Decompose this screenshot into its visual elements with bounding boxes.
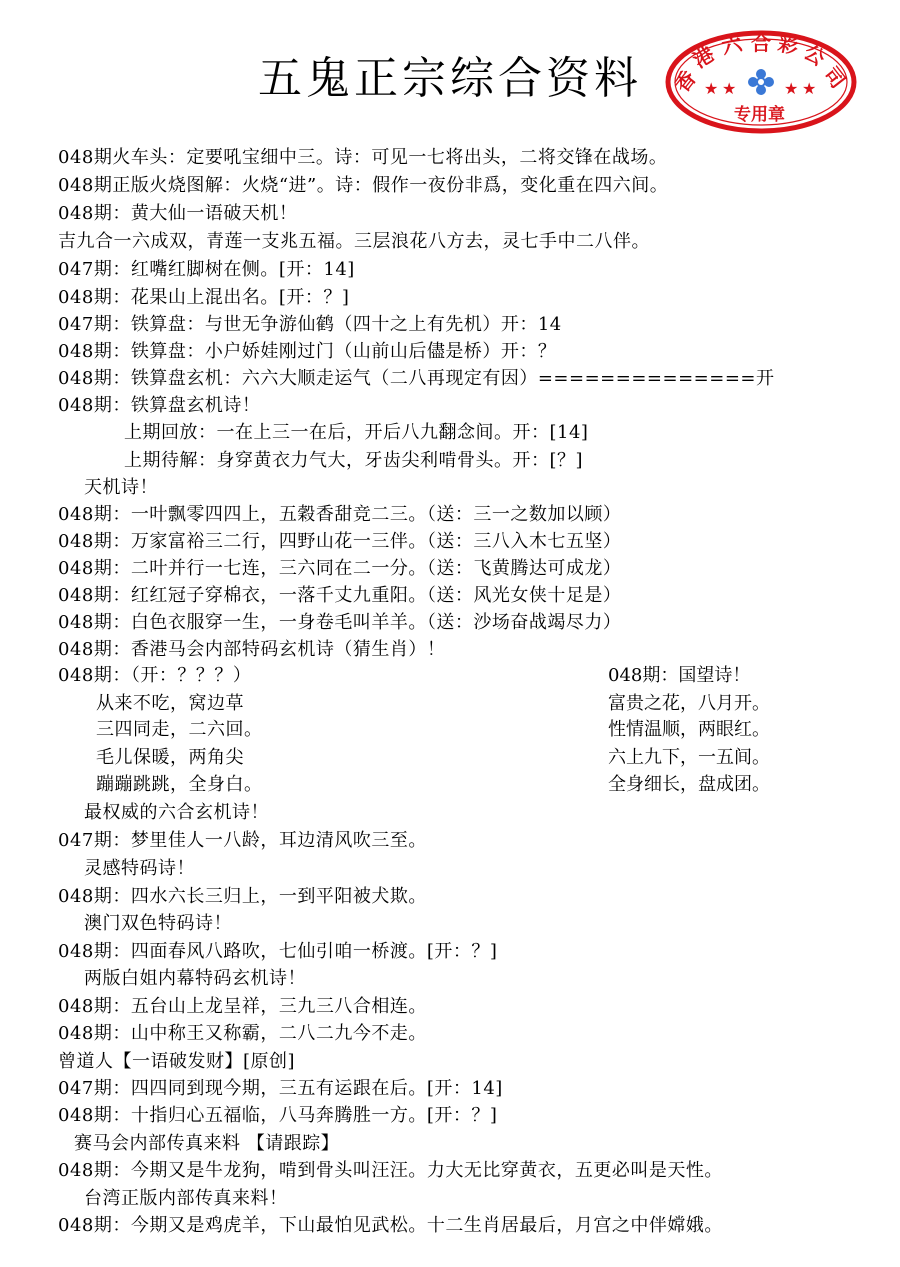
poem-line: 蹦蹦跳跳，全身白。 [96, 774, 263, 795]
text-line: 048期：铁算盘：小户娇娃刚过门（山前山后儘是桥）开：？ [58, 341, 557, 362]
section-heading: 两版白姐内幕特码玄机诗！ [84, 968, 306, 989]
svg-text:★: ★ [784, 79, 799, 98]
text-line: 047期：铁算盘：与世无争游仙鹤（四十之上有先机）开：14 [58, 314, 562, 335]
poem-line: 从来不吃，窝边草 [96, 693, 244, 714]
text-line: 048期：黄大仙一语破天机！ [58, 203, 298, 224]
page-title: 五鬼正宗综合资料 [258, 53, 642, 104]
text-line: 048期：香港马会内部特码玄机诗（猜生肖）！ [58, 639, 446, 660]
section-heading: 澳门双色特码诗！ [84, 913, 232, 934]
text-line: 048期：红红冠子穿棉衣，一落千丈九重阳。（送：风光女侠十足是） [58, 585, 622, 606]
svg-text:专用章: 专用章 [734, 105, 785, 125]
poem-line: 三四同走，二六回。 [96, 719, 263, 740]
svg-text:彩: 彩 [775, 31, 801, 59]
text-line: 048期：一叶飘零四四上，五穀香甜竞二三。（送：三一之数加以顾） [58, 504, 622, 525]
text-line: 048期：今期又是鸡虎羊，下山最怕见武松。十二生肖居最后，月宫之中伴嫦娥。 [58, 1215, 723, 1236]
svg-text:★: ★ [704, 79, 719, 98]
text-line: 上期待解：身穿黄衣力气大，牙齿尖利啃骨头。开：[？] [124, 450, 584, 471]
text-line: 047期：红嘴红脚树在侧。[开：14] [58, 259, 355, 280]
text-line: 曾道人【一语破发财】[原创] [58, 1051, 296, 1072]
text-line: 048期：（开：？？？） [58, 665, 252, 686]
text-line: 048期：铁算盘玄机：六六大顺走运气（二八再现定有因）==============开 [58, 368, 775, 389]
text-line: 047期：梦里佳人一八龄，耳边清风吹三至。 [58, 830, 427, 851]
svg-text:公: 公 [799, 39, 830, 71]
text-line: 047期：四四同到现今期，三五有运跟在后。[开：14] [58, 1078, 503, 1099]
text-line: 上期回放：一在上三一在后，开后八九翻念间。开：[14] [124, 422, 589, 443]
text-line: 048期：十指归心五福临，八马奔腾胜一方。[开：？] [58, 1105, 498, 1126]
svg-text:港: 港 [688, 41, 719, 73]
text-line: 048期：花果山上混出名。[开：？] [58, 287, 350, 308]
section-heading: 灵感特码诗！ [84, 858, 195, 879]
text-line: 048期：铁算盘玄机诗！ [58, 395, 261, 416]
text-line: 048期：五台山上龙呈祥，三九三八合相连。 [58, 996, 427, 1017]
right-poem-line: 全身细长，盘成团。 [608, 774, 770, 795]
text-line: 048期：四水六长三归上，一到平阳被犬欺。 [58, 886, 427, 907]
svg-text:★: ★ [802, 79, 817, 98]
right-poem-title: 048期：国望诗！ [608, 665, 751, 686]
text-line: 048期正版火烧图解：火烧“进”。诗：假作一夜份非爲，变化重在四六间。 [58, 175, 669, 196]
text-line: 048期火车头：定要吼宝细中三。诗：可见一七将出头，二将交锋在战场。 [58, 147, 668, 168]
svg-text:香: 香 [669, 66, 701, 97]
section-heading: 赛马会内部传真来料 【请跟踪】 [74, 1133, 340, 1154]
text-line: 048期：四面春风八路吹，七仙引咱一桥渡。[开：？] [58, 941, 498, 962]
text-line: 048期：白色衣服穿一生，一身卷毛叫羊羊。（送：沙场奋战竭尽力） [58, 612, 622, 633]
text-line: 吉九合一六成双，青莲一支兆五福。三层浪花八方去，灵七手中二八伴。 [58, 231, 650, 252]
svg-text:六: 六 [719, 31, 745, 59]
section-heading: 最权威的六合玄机诗！ [84, 802, 269, 823]
svg-text:司: 司 [819, 62, 851, 93]
right-poem-line: 富贵之花，八月开。 [608, 693, 770, 714]
text-line: 048期：万家富裕三二行，四野山花一三伴。（送：三八入木七五坚） [58, 531, 622, 552]
poem-line: 毛儿保暖，两角尖 [96, 747, 244, 768]
svg-text:★: ★ [722, 79, 737, 98]
text-line: 048期：二叶并行一七连，三六同在二一分。（送：飞黄腾达可成龙） [58, 558, 622, 579]
right-poem-line: 性情温顺，两眼红。 [608, 719, 770, 740]
section-heading: 台湾正版内部传真来料！ [84, 1188, 288, 1209]
right-poem-line: 六上九下，一五间。 [608, 747, 770, 768]
text-line: 048期：今期又是牛龙狗，啃到骨头叫汪汪。力大无比穿黄衣，五更必叫是天性。 [58, 1160, 723, 1181]
section-heading: 天机诗！ [84, 477, 158, 498]
svg-text:合: 合 [751, 31, 771, 55]
text-line: 048期：山中称王又称霸，二八二九今不走。 [58, 1023, 427, 1044]
